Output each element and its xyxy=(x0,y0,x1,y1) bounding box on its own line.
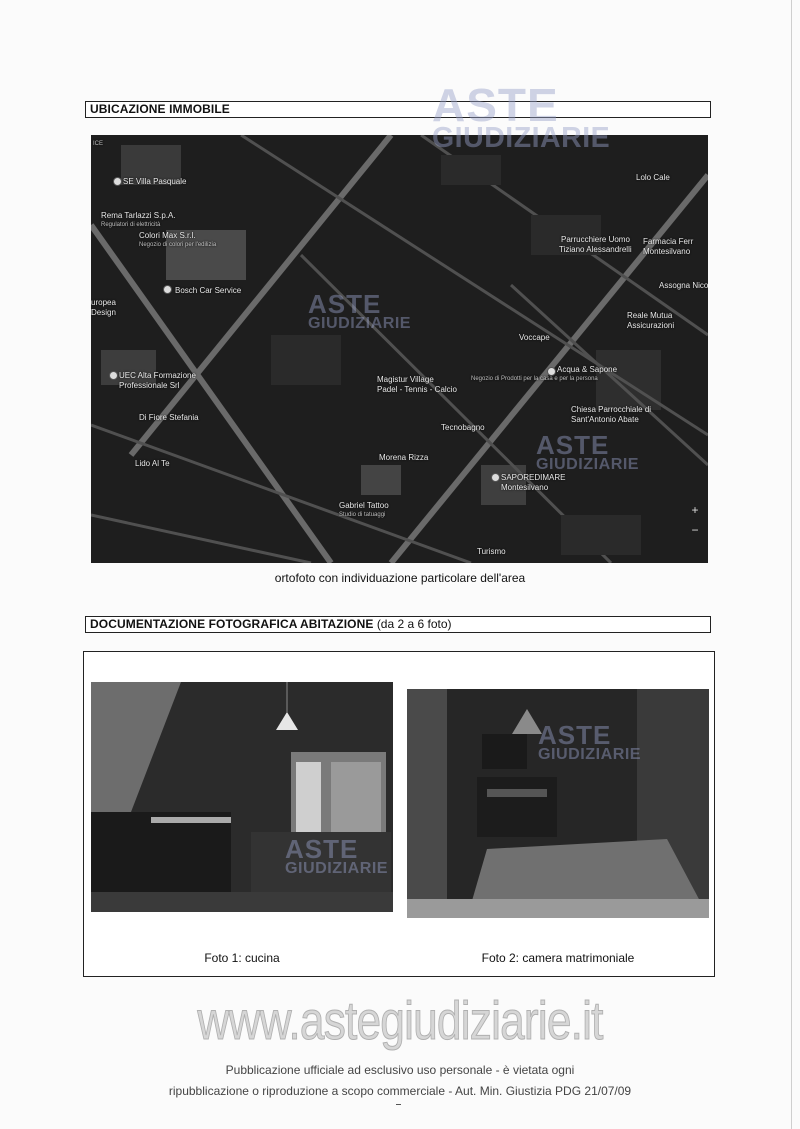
map-zoom-controls xyxy=(688,503,702,543)
section-note-photos: (da 2 a 6 foto) xyxy=(376,617,452,631)
map-label: Assicurazioni xyxy=(627,321,675,330)
map-label: Assogna Nico xyxy=(659,281,708,290)
map-label: Farmacia Ferr xyxy=(643,237,694,246)
section-header-photos xyxy=(85,616,711,633)
aste-giudiziarie-logo: ASTE GIUDIZIARIE xyxy=(308,289,412,333)
map-label: Negozio di Prodotti per la casa e per la persona xyxy=(471,376,598,382)
map-roads xyxy=(91,135,708,563)
map-label: Montesilvano xyxy=(501,483,549,492)
section-title-location: UBICAZIONE IMMOBILE xyxy=(90,102,230,116)
site-watermark: www.astegiudiziarie.it xyxy=(197,991,603,1051)
map-label: Negozio di colori per l'edilizia xyxy=(139,242,217,248)
page-mark xyxy=(396,1104,401,1105)
photo-caption: Foto 2: camera matrimoniale xyxy=(481,951,635,965)
zoom-out-button[interactable]: − xyxy=(691,523,699,537)
map-label: SAPOREDIMARE xyxy=(501,473,566,482)
map-label: Acqua & Sapone xyxy=(557,365,618,374)
map-label: Morena Rizza xyxy=(379,453,429,462)
photo-kitchen[interactable] xyxy=(91,682,393,912)
aste-giudiziarie-logo: ASTE GIUDIZIARIE xyxy=(285,834,389,878)
map-label: Parrucchiere Uomo xyxy=(561,235,630,244)
map-label: UEC Alta Formazione xyxy=(119,371,196,380)
photo-bedroom[interactable] xyxy=(407,689,709,918)
map-label: Lolo Cale xyxy=(636,173,670,182)
page-edge-line xyxy=(791,0,792,1129)
map-label: Tecnobagno xyxy=(441,423,485,432)
map-label: Bosch Car Service xyxy=(175,286,242,295)
map-label: Rema Tarlazzi S.p.A. xyxy=(101,211,176,220)
map-caption: ortofoto con individuazione particolare dell'area xyxy=(274,571,526,585)
map-label: Design xyxy=(91,308,116,317)
map-label: Colori Max S.r.l. xyxy=(139,231,196,240)
footer-line-1: Pubblicazione ufficiale ad esclusivo uso personale - è vietata ogni xyxy=(225,1063,575,1077)
map-label: Sant'Antonio Abate xyxy=(571,415,639,424)
aerial-map[interactable] xyxy=(91,135,708,563)
map-label: Magistur Village xyxy=(377,375,434,384)
map-label: uropea xyxy=(91,298,116,307)
map-label: Regulatori di elettricità xyxy=(101,222,161,228)
map-label: Padel - Tennis - Calcio xyxy=(377,385,457,394)
map-label: Reale Mutua xyxy=(627,311,673,320)
aste-giudiziarie-logo: ASTE GIUDIZIARIE xyxy=(432,79,611,155)
map-label: Studio di tatuaggi xyxy=(339,512,386,518)
map-label: Montesilvano xyxy=(643,247,691,256)
aste-giudiziarie-logo: ASTE GIUDIZIARIE xyxy=(538,720,642,764)
map-label: ICE xyxy=(93,141,104,147)
map-label: Tiziano Alessandrelli xyxy=(559,245,632,254)
map-label: Chiesa Parrocchiale di xyxy=(571,405,652,414)
map-pin-icon[interactable] xyxy=(113,177,122,186)
map-pin-icon[interactable] xyxy=(491,473,500,482)
map-label: Turismo xyxy=(477,547,506,556)
map-label: Voccape xyxy=(519,333,550,342)
footer-line-2: ripubblicazione o riproduzione a scopo commerciale - Aut. Min. Giustizia PDG 21/07/09 xyxy=(168,1084,632,1098)
map-label: SE Villa Pasquale xyxy=(123,177,187,186)
photo-documentation-box xyxy=(83,651,715,977)
bedroom-image xyxy=(407,689,709,918)
section-header-location xyxy=(85,101,711,118)
aste-giudiziarie-logo: ASTE GIUDIZIARIE xyxy=(536,430,640,474)
zoom-in-button[interactable]: + xyxy=(691,503,699,517)
map-label: Gabriel Tattoo xyxy=(339,501,389,510)
map-pin-icon[interactable] xyxy=(109,371,118,380)
map-label: Professionale Srl xyxy=(119,381,180,390)
map-label: Lido Al Te xyxy=(135,459,170,468)
photo-caption: Foto 1: cucina xyxy=(204,951,280,965)
section-title-photos: DOCUMENTAZIONE FOTOGRAFICA ABITAZIONE xyxy=(90,617,374,631)
map-label: Di Fiore Stefania xyxy=(139,413,199,422)
map-pin-icon[interactable] xyxy=(163,285,172,294)
kitchen-image xyxy=(91,682,393,912)
